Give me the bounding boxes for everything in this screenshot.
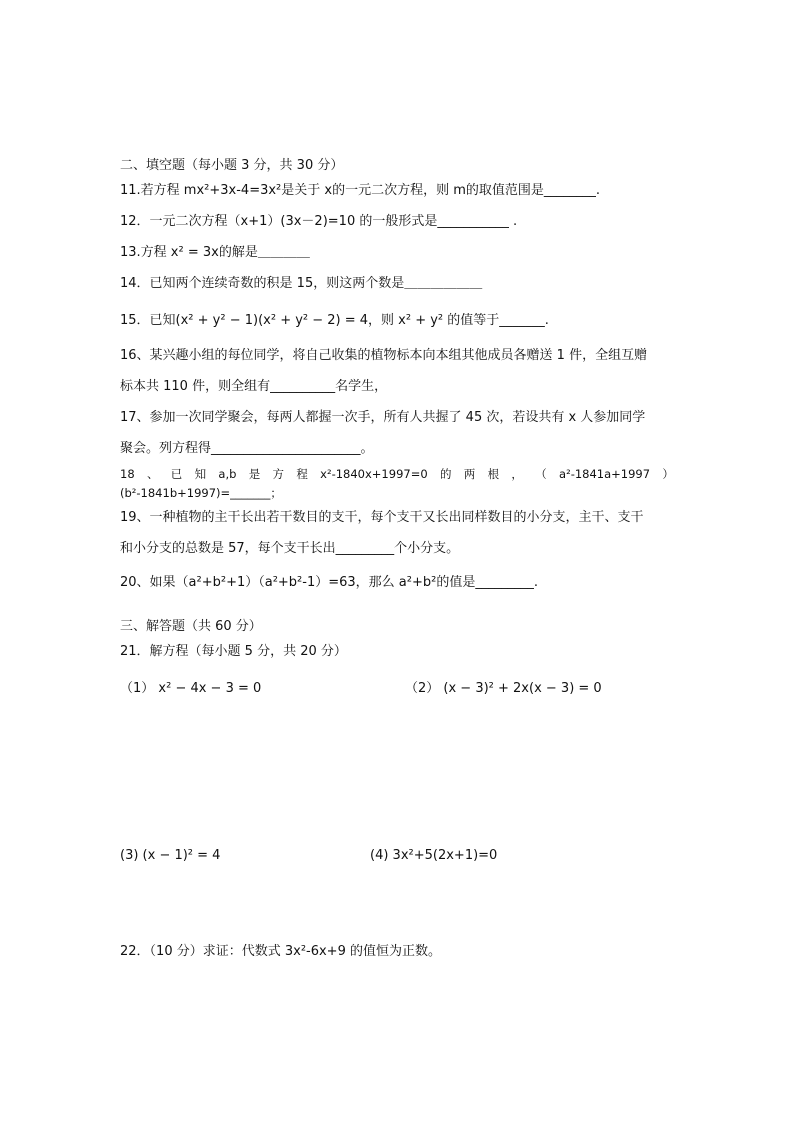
q18-part: x²-1840x+1997=0 <box>320 467 428 481</box>
q18-part: 方 <box>272 467 285 481</box>
q18-part: 的 <box>439 467 452 481</box>
question-19-line-2: 和小分支的总数是 57，每个支干长出_________个小分支。 <box>120 541 460 556</box>
q18-part: ） <box>662 467 674 481</box>
question-18-line-1 <box>120 465 674 483</box>
question-17-line-2: 聚会。列方程得_______________________。 <box>120 441 374 456</box>
question-21-4: (4) 3x²+5(2x+1)=0 <box>370 848 498 863</box>
q18-part: a,b <box>218 467 237 481</box>
question-12: 12．一元二次方程（x+1）(3x－2)=10 的一般形式是___________ . <box>120 214 518 229</box>
question-13: 13.方程 x² = 3x的解是＿＿＿＿ <box>120 245 310 260</box>
section-3-heading: 三、解答题（共 60 分） <box>120 619 262 634</box>
question-20: 20、如果（a²+b²+1）（a²+b²-1）=63，那么 a²+b²的值是_________. <box>120 575 538 590</box>
section-2-heading: 二、填空题（每小题 3 分，共 30 分） <box>120 158 344 173</box>
question-21-heading: 21．解方程（每小题 5 分，共 20 分） <box>120 644 347 659</box>
q18-part: a²-1841a+1997 <box>559 467 651 481</box>
question-19-line-1: 19、一种植物的主干长出若干数目的支干，每个支干又长出同样数目的小分支，主干、支干 <box>120 510 644 525</box>
question-18-line-2: (b²-1841b+1997)=_______； <box>120 486 282 500</box>
q18-part: 已 <box>170 467 183 481</box>
q18-part: 、 <box>146 467 159 481</box>
q18-part: 程 <box>296 467 308 481</box>
question-15: 15．已知(x² + y² − 1)(x² + y² − 2) = 4，则 x² + y² 的值等于_______. <box>120 313 549 328</box>
q18-part: 根 <box>487 467 500 481</box>
q18-part: 是 <box>248 467 261 481</box>
question-17-line-1: 17、参加一次同学聚会，每两人都握一次手，所有人共握了 45 次，若设共有 x 人参加同学 <box>120 410 646 425</box>
question-21-1: （1） x² − 4x − 3 = 0 <box>120 681 262 696</box>
question-16-line-2: 标本共 110 件，则全组有__________名学生， <box>120 379 388 394</box>
question-11: 11.若方程 mx²+3x-4=3x²是关于 x的一元二次方程，则 m的取值范围是________. <box>120 183 601 198</box>
q18-part: ， <box>511 467 523 481</box>
question-16-line-1: 16、某兴趣小组的每位同学，将自己收集的植物标本向本组其他成员各赠送 1 件，全组互赠 <box>120 348 648 363</box>
question-14: 14．已知两个连续奇数的积是 15，则这两个数是＿＿＿＿＿＿ <box>120 276 483 291</box>
question-21-2: （2） (x − 3)² + 2x(x − 3) = 0 <box>405 681 602 696</box>
q18-part: 18 <box>120 467 135 481</box>
question-22: 22．（10 分）求证：代数式 3x²-6x+9 的值恒为正数。 <box>120 944 441 959</box>
question-21-3: (3) (x − 1)² = 4 <box>120 848 221 863</box>
q18-part: 知 <box>194 467 207 481</box>
q18-part: 两 <box>463 467 476 481</box>
q18-part: （ <box>535 467 547 481</box>
